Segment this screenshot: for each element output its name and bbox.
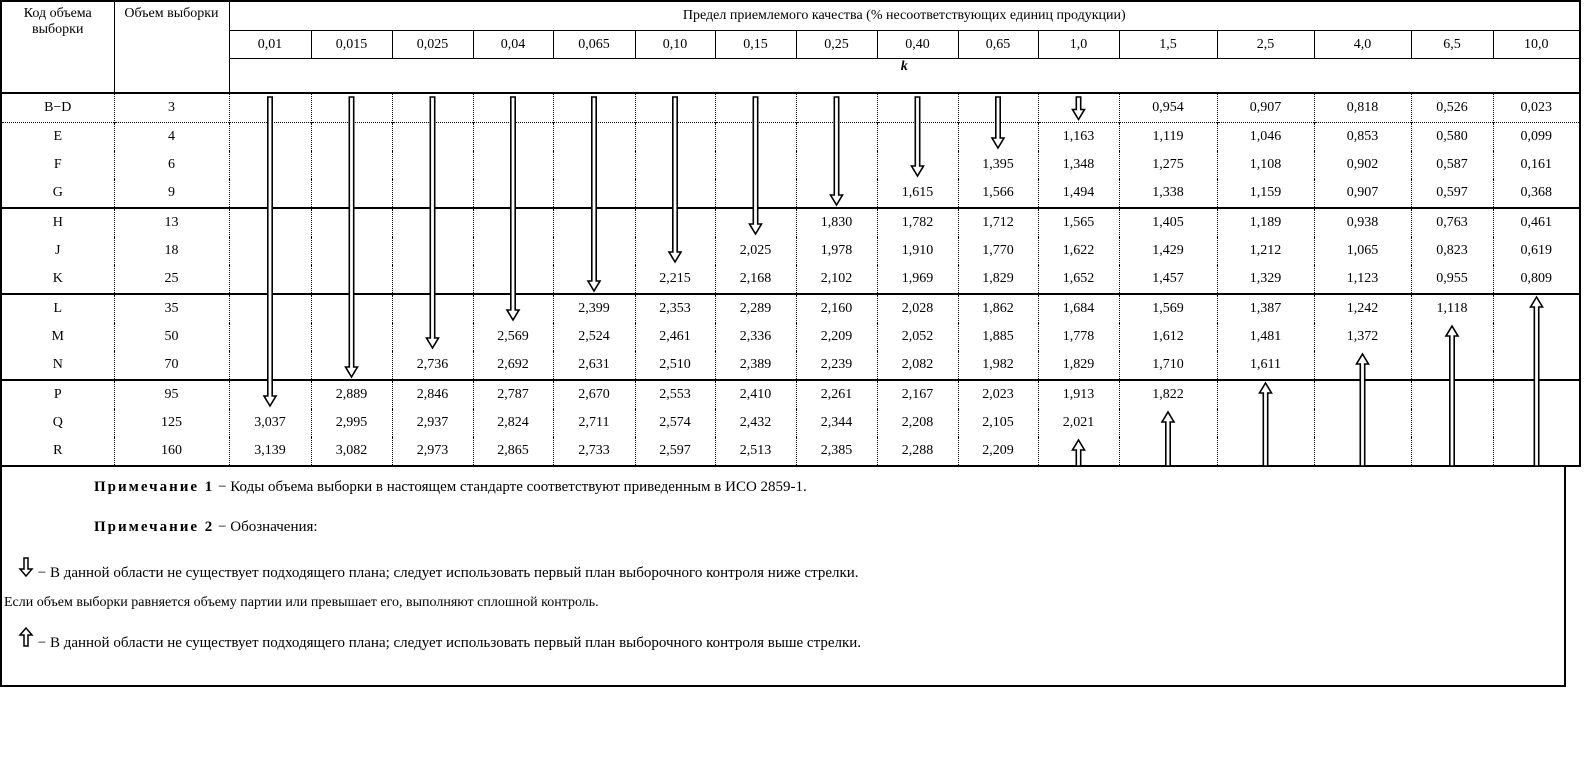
note-1-label: Примечание 1 <box>94 479 215 495</box>
header-aql-title: Предел приемлемого качества (% несоответствующих единиц продукции) <box>229 1 1580 31</box>
k-value-cell: 1,622 <box>1038 237 1119 265</box>
table-row <box>1 93 1580 123</box>
k-value-cell: 2,787 <box>473 380 553 409</box>
k-value-cell: 1,982 <box>958 351 1038 380</box>
k-value-cell: 1,615 <box>877 179 958 208</box>
k-value-cell: 2,865 <box>473 437 553 466</box>
k-value-cell: 2,389 <box>715 351 796 380</box>
k-value-cell: 2,023 <box>958 380 1038 409</box>
note-2 <box>94 519 318 536</box>
sample-size-cell: 125 <box>114 409 229 437</box>
k-value-cell: 1,065 <box>1314 237 1411 265</box>
k-value-cell: 2,432 <box>715 409 796 437</box>
k-value-cell <box>1411 351 1493 380</box>
sample-size-cell: 9 <box>114 179 229 208</box>
table-row <box>1 237 1580 265</box>
k-value-cell: 2,995 <box>311 409 392 437</box>
k-value-cell <box>958 93 1038 123</box>
k-value-cell: 0,526 <box>1411 93 1493 123</box>
k-value-cell <box>553 151 635 179</box>
sample-code-cell: E <box>1 123 114 152</box>
k-value-cell <box>311 294 392 323</box>
k-value-cell <box>796 123 877 152</box>
k-value-cell <box>553 265 635 294</box>
k-value-cell: 2,574 <box>635 409 715 437</box>
full-control-note: Если объем выборки равняется объему партии или превышает его, выполняют сплошной контроль. <box>4 595 599 610</box>
k-value-cell <box>1411 409 1493 437</box>
k-value-cell <box>1493 437 1580 466</box>
k-value-cell <box>1314 409 1411 437</box>
k-value-cell: 2,631 <box>553 351 635 380</box>
legend-down <box>18 557 859 582</box>
k-value-cell: 2,289 <box>715 294 796 323</box>
k-value-cell: 2,889 <box>311 380 392 409</box>
sample-size-cell: 25 <box>114 265 229 294</box>
k-value-cell: 1,778 <box>1038 323 1119 351</box>
k-value-cell <box>473 93 553 123</box>
k-value-cell: 0,955 <box>1411 265 1493 294</box>
k-value-cell <box>311 208 392 237</box>
k-value-cell: 1,782 <box>877 208 958 237</box>
table-row <box>1 208 1580 237</box>
k-value-cell: 1,770 <box>958 237 1038 265</box>
aql-header-cell: 0,01 <box>229 31 311 59</box>
aql-header-cell: 0,10 <box>635 31 715 59</box>
k-value-cell: 2,385 <box>796 437 877 466</box>
k-value-cell: 2,524 <box>553 323 635 351</box>
k-value-cell: 1,566 <box>958 179 1038 208</box>
k-value-cell: 0,853 <box>1314 123 1411 152</box>
k-value-cell: 2,082 <box>877 351 958 380</box>
k-value-cell: 2,670 <box>553 380 635 409</box>
k-value-cell <box>715 151 796 179</box>
sample-size-cell: 13 <box>114 208 229 237</box>
k-value-cell <box>473 151 553 179</box>
k-value-cell: 2,513 <box>715 437 796 466</box>
k-value-cell: 2,846 <box>392 380 473 409</box>
k-value-cell: 1,338 <box>1119 179 1217 208</box>
k-value-cell <box>1493 351 1580 380</box>
k-value-cell: 1,242 <box>1314 294 1411 323</box>
k-value-cell: 0,907 <box>1217 93 1314 123</box>
k-value-cell: 2,336 <box>715 323 796 351</box>
legend-up-text: − В данной области не существует подходящего плана; следует использовать первый план выборочного контроля выше стрелки. <box>34 635 862 651</box>
k-value-cell: 1,108 <box>1217 151 1314 179</box>
aql-header-cell: 2,5 <box>1217 31 1314 59</box>
k-value-cell: 1,429 <box>1119 237 1217 265</box>
k-value-cell <box>311 93 392 123</box>
k-value-cell: 2,025 <box>715 237 796 265</box>
k-value-cell <box>392 208 473 237</box>
k-value-cell <box>392 323 473 351</box>
k-value-cell <box>877 123 958 152</box>
k-value-cell: 1,387 <box>1217 294 1314 323</box>
k-value-cell <box>553 123 635 152</box>
k-value-cell <box>311 123 392 152</box>
k-value-cell <box>553 208 635 237</box>
k-value-cell: 2,208 <box>877 409 958 437</box>
legend-up <box>18 627 861 652</box>
k-value-cell <box>229 351 311 380</box>
k-value-cell <box>958 123 1038 152</box>
sample-code-cell: M <box>1 323 114 351</box>
k-value-cell: 1,830 <box>796 208 877 237</box>
k-value-cell <box>1493 323 1580 351</box>
k-value-cell <box>1411 380 1493 409</box>
k-value-cell: 2,410 <box>715 380 796 409</box>
k-value-cell <box>229 380 311 409</box>
k-value-cell <box>715 208 796 237</box>
down-arrow-icon <box>18 557 34 577</box>
sample-code-cell: F <box>1 151 114 179</box>
k-value-cell <box>392 265 473 294</box>
k-value-cell: 0,099 <box>1493 123 1580 152</box>
aql-header-cell: 0,04 <box>473 31 553 59</box>
k-value-cell <box>1038 437 1119 466</box>
table-row <box>1 323 1580 351</box>
k-value-cell: 1,494 <box>1038 179 1119 208</box>
k-value-cell: 0,368 <box>1493 179 1580 208</box>
k-value-cell <box>1119 409 1217 437</box>
k-value-cell: 1,569 <box>1119 294 1217 323</box>
k-value-cell: 1,611 <box>1217 351 1314 380</box>
table-row <box>1 123 1580 152</box>
k-value-cell <box>553 237 635 265</box>
k-value-cell: 0,823 <box>1411 237 1493 265</box>
table-row <box>1 351 1580 380</box>
k-value-cell <box>715 179 796 208</box>
up-arrow-icon <box>18 627 34 647</box>
k-value-cell: 1,405 <box>1119 208 1217 237</box>
k-value-cell: 2,209 <box>796 323 877 351</box>
k-value-cell <box>1493 294 1580 323</box>
sample-size-cell: 50 <box>114 323 229 351</box>
k-value-cell: 1,652 <box>1038 265 1119 294</box>
k-value-cell: 1,913 <box>1038 380 1119 409</box>
k-value-cell: 2,736 <box>392 351 473 380</box>
k-value-cell <box>473 123 553 152</box>
k-value-cell: 0,587 <box>1411 151 1493 179</box>
k-value-cell <box>1314 351 1411 380</box>
k-value-cell: 0,597 <box>1411 179 1493 208</box>
k-value-cell <box>392 123 473 152</box>
note-2-text: − Обозначения: <box>214 519 318 535</box>
k-value-cell: 0,902 <box>1314 151 1411 179</box>
k-value-cell <box>635 123 715 152</box>
aql-header-cell: 10,0 <box>1493 31 1580 59</box>
table-row <box>1 151 1580 179</box>
k-value-cell <box>473 294 553 323</box>
k-value-cell <box>229 208 311 237</box>
sample-size-cell: 4 <box>114 123 229 152</box>
k-value-cell <box>796 179 877 208</box>
k-value-cell: 2,167 <box>877 380 958 409</box>
k-value-cell: 1,163 <box>1038 123 1119 152</box>
k-value-cell: 2,353 <box>635 294 715 323</box>
k-value-cell: 1,978 <box>796 237 877 265</box>
aql-header-cell: 0,025 <box>392 31 473 59</box>
aql-header-cell: 1,5 <box>1119 31 1217 59</box>
note-1-text: − Коды объема выборки в настоящем стандарте соответствуют приведенным в ИСО 2859-1. <box>214 479 807 495</box>
k-value-cell: 3,139 <box>229 437 311 466</box>
k-value-cell: 3,037 <box>229 409 311 437</box>
k-value-cell <box>1217 437 1314 466</box>
k-value-cell <box>229 179 311 208</box>
sample-code-cell: P <box>1 380 114 409</box>
header-size: Объем выборки <box>114 1 229 93</box>
k-value-cell <box>877 151 958 179</box>
k-value-cell <box>473 208 553 237</box>
k-value-cell <box>229 323 311 351</box>
k-value-cell <box>392 237 473 265</box>
k-value-cell <box>553 93 635 123</box>
k-value-cell: 1,212 <box>1217 237 1314 265</box>
aql-header-cell: 0,65 <box>958 31 1038 59</box>
k-value-cell: 0,907 <box>1314 179 1411 208</box>
k-value-cell <box>1314 380 1411 409</box>
k-value-cell: 2,344 <box>796 409 877 437</box>
legend-down-text: − В данной области не существует подходящего плана; следует использовать первый план выборочного контроля ниже стрелки. <box>34 565 859 581</box>
k-value-cell <box>1314 437 1411 466</box>
aql-header-cell: 4,0 <box>1314 31 1411 59</box>
sample-size-cell: 95 <box>114 380 229 409</box>
k-value-cell <box>796 151 877 179</box>
k-value-cell: 2,102 <box>796 265 877 294</box>
k-value-cell <box>1217 409 1314 437</box>
k-value-cell <box>392 294 473 323</box>
aql-header-cell: 0,25 <box>796 31 877 59</box>
k-value-cell: 3,082 <box>311 437 392 466</box>
sample-size-cell: 160 <box>114 437 229 466</box>
k-value-cell: 1,189 <box>1217 208 1314 237</box>
k-value-cell: 1,829 <box>958 265 1038 294</box>
k-value-cell: 2,597 <box>635 437 715 466</box>
notes-section <box>0 467 1566 687</box>
k-value-cell: 2,160 <box>796 294 877 323</box>
k-value-cell: 1,119 <box>1119 123 1217 152</box>
k-value-cell: 0,580 <box>1411 123 1493 152</box>
k-value-cell: 1,481 <box>1217 323 1314 351</box>
k-value-cell: 2,028 <box>877 294 958 323</box>
k-value-cell <box>1493 409 1580 437</box>
k-value-cell <box>715 123 796 152</box>
aql-header-cell: 0,15 <box>715 31 796 59</box>
k-value-cell: 2,261 <box>796 380 877 409</box>
k-value-cell <box>635 151 715 179</box>
k-value-cell: 0,461 <box>1493 208 1580 237</box>
aql-header-cell: 6,5 <box>1411 31 1493 59</box>
aql-header-cell: 0,065 <box>553 31 635 59</box>
k-value-cell <box>1038 93 1119 123</box>
k-value-cell: 0,763 <box>1411 208 1493 237</box>
k-value-cell: 2,052 <box>877 323 958 351</box>
k-value-cell: 1,885 <box>958 323 1038 351</box>
k-value-cell <box>1119 437 1217 466</box>
k-value-cell <box>229 123 311 152</box>
sample-code-cell: G <box>1 179 114 208</box>
k-value-cell: 1,123 <box>1314 265 1411 294</box>
note-2-label: Примечание 2 <box>94 519 215 535</box>
k-value-cell: 2,461 <box>635 323 715 351</box>
sample-code-cell: K <box>1 265 114 294</box>
k-value-cell: 2,692 <box>473 351 553 380</box>
k-value-cell <box>311 265 392 294</box>
table-row <box>1 409 1580 437</box>
k-value-cell <box>635 237 715 265</box>
k-value-cell: 2,168 <box>715 265 796 294</box>
table-row <box>1 265 1580 294</box>
k-value-cell: 1,829 <box>1038 351 1119 380</box>
sample-code-cell: N <box>1 351 114 380</box>
k-value-cell: 1,710 <box>1119 351 1217 380</box>
k-value-cell <box>311 351 392 380</box>
k-value-cell: 0,809 <box>1493 265 1580 294</box>
k-value-cell <box>229 93 311 123</box>
k-value-cell: 1,684 <box>1038 294 1119 323</box>
sample-size-cell: 3 <box>114 93 229 123</box>
k-value-cell: 2,239 <box>796 351 877 380</box>
sample-size-cell: 6 <box>114 151 229 179</box>
k-value-cell: 1,118 <box>1411 294 1493 323</box>
k-value-cell: 0,023 <box>1493 93 1580 123</box>
k-value-cell <box>229 237 311 265</box>
k-value-cell <box>715 93 796 123</box>
k-value-cell <box>877 93 958 123</box>
sample-size-cell: 18 <box>114 237 229 265</box>
k-value-cell: 1,862 <box>958 294 1038 323</box>
table-row <box>1 437 1580 466</box>
k-value-cell: 1,329 <box>1217 265 1314 294</box>
k-value-cell: 1,348 <box>1038 151 1119 179</box>
k-value-cell: 1,046 <box>1217 123 1314 152</box>
k-value-cell <box>796 93 877 123</box>
k-value-cell <box>473 265 553 294</box>
sample-code-cell: B−D <box>1 93 114 123</box>
table-row <box>1 179 1580 208</box>
sample-code-cell: H <box>1 208 114 237</box>
k-value-cell: 2,937 <box>392 409 473 437</box>
k-value-cell <box>635 93 715 123</box>
k-value-cell: 1,612 <box>1119 323 1217 351</box>
sample-size-cell: 70 <box>114 351 229 380</box>
k-value-cell <box>473 179 553 208</box>
k-value-cell: 2,510 <box>635 351 715 380</box>
k-value-cell <box>311 323 392 351</box>
k-value-cell <box>311 151 392 179</box>
k-value-cell <box>473 237 553 265</box>
k-value-cell: 1,565 <box>1038 208 1119 237</box>
k-value-cell <box>392 179 473 208</box>
k-value-cell: 2,209 <box>958 437 1038 466</box>
k-value-cell: 0,938 <box>1314 208 1411 237</box>
k-value-cell: 2,824 <box>473 409 553 437</box>
k-value-cell: 2,215 <box>635 265 715 294</box>
k-value-cell <box>311 179 392 208</box>
k-value-cell <box>1411 437 1493 466</box>
k-value-cell <box>635 179 715 208</box>
k-value-cell: 2,399 <box>553 294 635 323</box>
header-k-label: k <box>229 59 1580 94</box>
sample-size-cell: 35 <box>114 294 229 323</box>
k-value-cell: 1,969 <box>877 265 958 294</box>
k-value-cell: 1,372 <box>1314 323 1411 351</box>
k-value-cell <box>229 265 311 294</box>
k-value-cell <box>553 179 635 208</box>
k-value-cell: 0,818 <box>1314 93 1411 123</box>
sample-code-cell: R <box>1 437 114 466</box>
k-value-cell: 2,973 <box>392 437 473 466</box>
sample-code-cell: L <box>1 294 114 323</box>
k-value-cell: 0,619 <box>1493 237 1580 265</box>
k-value-cell: 2,021 <box>1038 409 1119 437</box>
k-value-cell <box>229 151 311 179</box>
sample-code-cell: Q <box>1 409 114 437</box>
k-value-cell: 1,822 <box>1119 380 1217 409</box>
k-value-cell: 1,457 <box>1119 265 1217 294</box>
aql-header-cell: 0,40 <box>877 31 958 59</box>
aql-header-cell: 1,0 <box>1038 31 1119 59</box>
k-value-cell: 2,569 <box>473 323 553 351</box>
k-value-cell: 2,711 <box>553 409 635 437</box>
k-value-cell: 1,910 <box>877 237 958 265</box>
k-value-cell: 2,553 <box>635 380 715 409</box>
k-value-cell <box>1217 380 1314 409</box>
k-value-cell <box>392 151 473 179</box>
aql-header-cell: 0,015 <box>311 31 392 59</box>
k-value-cell: 2,733 <box>553 437 635 466</box>
k-value-cell <box>1411 323 1493 351</box>
table-row <box>1 294 1580 323</box>
k-value-cell: 1,275 <box>1119 151 1217 179</box>
k-value-cell: 2,105 <box>958 409 1038 437</box>
k-value-cell: 2,288 <box>877 437 958 466</box>
k-value-cell: 1,712 <box>958 208 1038 237</box>
table-row <box>1 380 1580 409</box>
k-value-cell <box>229 294 311 323</box>
k-value-cell <box>635 208 715 237</box>
k-value-cell: 1,395 <box>958 151 1038 179</box>
note-1 <box>94 479 807 496</box>
k-value-cell: 0,954 <box>1119 93 1217 123</box>
header-code: Код объема выборки <box>1 1 114 93</box>
k-value-cell <box>392 93 473 123</box>
k-value-cell <box>1493 380 1580 409</box>
sample-code-cell: J <box>1 237 114 265</box>
k-value-cell: 0,161 <box>1493 151 1580 179</box>
k-value-cell: 1,159 <box>1217 179 1314 208</box>
k-value-cell <box>311 237 392 265</box>
